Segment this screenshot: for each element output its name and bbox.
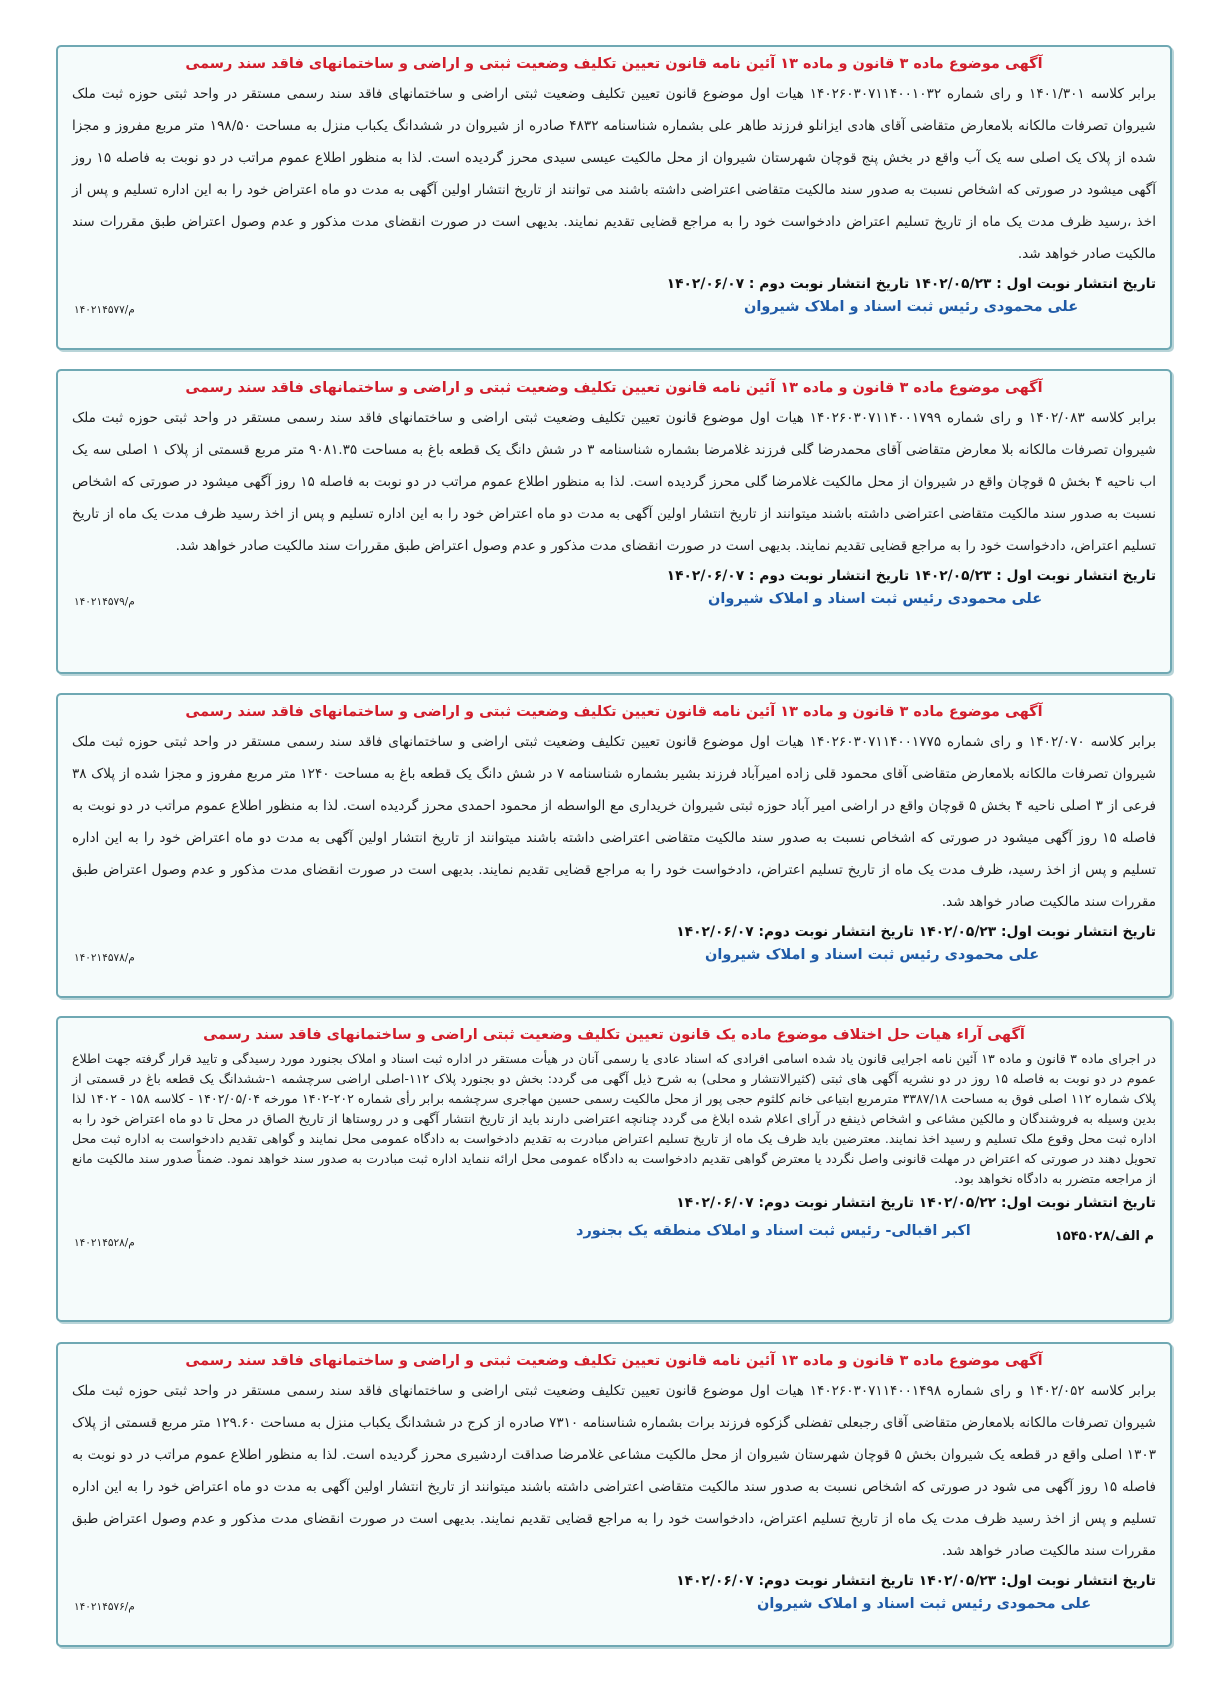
notice-footer <box>72 296 1156 324</box>
notice-code: ۱۴۰۲۱۴۵۷۷/م <box>74 304 135 316</box>
notice-publication-dates: تاریخ انتشار نوبت اول : ۱۴۰۲/۰۵/۲۳ تاریخ انتشار نوبت دوم : ۱۴۰۲/۰۶/۰۷ <box>666 276 1156 292</box>
notice-publication-dates: تاریخ انتشار نوبت اول : ۱۴۰۲/۰۵/۲۳ تاریخ انتشار نوبت دوم : ۱۴۰۲/۰۶/۰۷ <box>666 568 1156 584</box>
notice-2 <box>56 369 1172 674</box>
notice-3 <box>56 693 1172 998</box>
notice-body: برابر کلاسه ۱۴۰۲/۰۷۰ و رای شماره ۱۴۰۲۶۰۳۰۷۱۱۴۰۰۱۷۷۵ هیات اول موضوع قانون تعیین تکلیف وضعیت ثبتی اراضی و ساختمانهای فاقد سند رسمی مستقر در واحد ثبتی حوزه ثبت ملک شیروان تصرفات مالکانه بلامعارض متقاضی آقای محمود قلی زاده امیرآباد فرزند بشیر بشماره شناسنامه ۷ در شش دانگ یک قطعه باغ به مساحت ۱۲۴۰ متر مربع مفروز و مجزا شده از پلاک ۳۸ فرعی از ۳ اصلی ناحیه ۴ بخش ۵ قوچان واقع در اراضی امیر آباد حوزه ثبتی شیروان خریداری مع الواسطه از محمود احمدی محرز گردیده است. لذا به منظور اطلاع عموم مراتب در دو نوبت به فاصله ۱۵ روز آگهی میشود در صورتی که اشخاص نسبت به صدور سند مالکیت متقاضی اعتراضی داشته باشند میتوانند از تاریخ انتشار اولین آگهی به مدت دو ماه اعتراض خود را به این اداره تسلیم و پس از اخذ رسید، ظرف مدت یک ماه از تاریخ تسلیم اعتراض، دادخواست خود را به مراجع قضایی تقدیم نمایند. بدیهی است در صورت انقضای مدت مذکور و عدم وصول اعتراض طبق مقررات سند مالکیت صادر خواهد شد. <box>72 734 1156 910</box>
notice-title: آگهی موضوع ماده ۳ قانون و ماده ۱۳ آئین نامه قانون تعیین تکلیف وضعیت ثبتی و اراضی و ساختمانهای فاقد سند رسمی <box>185 1353 1043 1369</box>
notice-signer: علی محمودی رئیس ثبت اسناد و املاک شیروان <box>705 947 1040 963</box>
notice-body: برابر کلاسه ۱۴۰۲/۰۸۳ و رای شماره ۱۴۰۲۶۰۳۰۷۱۱۴۰۰۱۷۹۹ هیات اول موضوع قانون تعیین تکلیف وضعیت ثبتی اراضی و ساختمانهای فاقد سند رسمی مستقر در واحد ثبتی حوزه ثبت ملک شیروان تصرفات مالکانه بلا معارض متقاضی آقای محمدرضا گلی فرزند غلامرضا بشماره شناسنامه ۳ در شش دانگ یک قطعه باغ به مساحت ۹۰۸۱.۳۵ متر مربع قسمتی از پلاک ۱ اصلی سه یک اب ناحیه ۴ بخش ۵ قوچان واقع در شیروان از محل مالکیت غلامرضا گلی محرز گردیده است. لذا به منظور اطلاع عموم مراتب در دو نوبت به فاصله ۱۵ روز آگهی میشود در صورتی که اشخاص نسبت به صدور سند مالکیت متقاضی اعتراضی داشته باشند میتوانند از تاریخ انتشار اولین آگهی به مدت دو ماه اعتراض خود را به این اداره تسلیم و پس از اخذ رسید ظرف مدت یک ماه از تاریخ تسلیم اعتراض، دادخواست خود را به مراجع قضایی تقدیم نمایند. بدیهی است در صورت انقضای مدت مذکور و عدم وصول اعتراض طبق مقررات سند مالکیت صادر خواهد شد. <box>72 410 1157 554</box>
notice-1 <box>56 45 1172 350</box>
notice-title: آگهی آراء هیات حل اختلاف موضوع ماده یک قانون تعیین تکلیف وضعیت ثبتی اراضی و ساختمانهای فاقد سند رسمی <box>203 1027 1025 1043</box>
notice-publication-dates: تاریخ انتشار نوبت اول: ۱۴۰۲/۰۵/۲۳ تاریخ انتشار نوبت دوم: ۱۴۰۲/۰۶/۰۷ <box>676 924 1156 940</box>
notice-signer: علی محمودی رئیس ثبت اسناد و املاک شیروان <box>757 1596 1092 1612</box>
notice-body: برابر کلاسه ۱۴۰۱/۳۰۱ و رای شماره ۱۴۰۲۶۰۳۰۷۱۱۴۰۰۱۰۳۲ هیات اول موضوع قانون تعیین تکلیف وضعیت ثبتی اراضی و ساختمانهای فاقد سند رسمی مستقر در واحد ثبتی حوزه ثبت ملک شیروان تصرفات مالکانه بلامعارض متقاضی آقای هادی ایزانلو فرزند طاهر علی بشماره شناسنامه ۴۸۳۲ صادره از شیروان در ششدانگ یکباب منزل به مساحت ۱۹۸/۵۰ متر مربع مفروز و مجزا شده از پلاک یک اصلی سه یک آب واقع در بخش پنج قوچان شهرستان شیروان از محل مالکیت عیسی سیدی محرز گردیده است. لذا به منظور اطلاع عموم مراتب در دو نوبت به فاصله ۱۵ روز آگهی میشود در صورتی که اشخاص نسبت به صدور سند مالکیت متقاضی اعتراضی داشته باشند می توانند از تاریخ انتشار اولین آگهی به مدت دو ماه اعتراض خود را به این اداره تسلیم و پس از اخذ ،رسید ظرف مدت یک ماه از تاریخ تسلیم اعتراض دادخواست خود را به مراجع قضایی تقدیم نمایند. بدیهی است در صورت انقضای مدت مذکور و عدم وصول اعتراض طبق مقررات سند مالکیت صادر خواهد شد. <box>72 86 1156 262</box>
notice-4 <box>56 1016 1172 1322</box>
notice-title: آگهی موضوع ماده ۳ قانون و ماده ۱۳ آئین نامه قانون تعیین تکلیف وضعیت ثبتی و اراضی و ساختمانهای فاقد سند رسمی <box>185 704 1043 720</box>
notice-publication-dates: تاریخ انتشار نوبت اول: ۱۴۰۲/۰۵/۲۲ تاریخ انتشار نوبت دوم: ۱۴۰۲/۰۶/۰۷ <box>676 1195 1156 1211</box>
notice-footer <box>72 588 1156 616</box>
notice-5 <box>56 1342 1172 1647</box>
notice-reference: م الف/۱۵۴۵۰۲۸ <box>1054 1229 1154 1244</box>
notice-code: ۱۴۰۲۱۴۵۷۶/م <box>74 1601 135 1613</box>
notice-publication-dates: تاریخ انتشار نوبت اول: ۱۴۰۲/۰۵/۲۳ تاریخ انتشار نوبت دوم: ۱۴۰۲/۰۶/۰۷ <box>676 1573 1156 1589</box>
notice-code: ۱۴۰۲۱۴۵۲۸/م <box>74 1237 135 1249</box>
notice-code: ۱۴۰۲۱۴۵۷۸/م <box>74 952 135 964</box>
notice-footer <box>72 1215 1156 1259</box>
notice-signer: علی محمودی رئیس ثبت اسناد و املاک شیروان <box>744 299 1079 315</box>
notice-code: ۱۴۰۲۱۴۵۷۹/م <box>74 596 135 608</box>
notice-footer <box>72 944 1156 972</box>
notice-title: آگهی موضوع ماده ۳ قانون و ماده ۱۳ آئین نامه قانون تعیین تکلیف وضعیت ثبتی و اراضی و ساختمانهای فاقد سند رسمی <box>185 56 1043 72</box>
notice-title: آگهی موضوع ماده ۳ قانون و ماده ۱۳ آئین نامه قانون تعیین تکلیف وضعیت ثبتی و اراضی و ساختمانهای فاقد سند رسمی <box>185 380 1043 396</box>
notice-body: برابر کلاسه ۱۴۰۲/۰۵۲ و رای شماره ۱۴۰۲۶۰۳۰۷۱۱۴۰۰۱۴۹۸ هیات اول موضوع قانون تعیین تکلیف وضعیت ثبتی اراضی و ساختمانهای فاقد سند رسمی مستقر در واحد ثبتی حوزه ثبت ملک شیروان تصرفات مالکانه بلامعارض متقاضی آقای رجبعلی تفضلی گزکوه فرزند برات بشماره شناسنامه ۷۳۱۰ صادره از کرج در ششدانگ یکباب منزل به مساحت ۱۲۹.۶۰ متر مربع قسمتی از پلاک ۱۳۰۳ اصلی واقع در قطعه یک شیروان بخش ۵ قوچان شهرستان شیروان از محل مالکیت مشاعی غلامرضا صداقت اردشیری محرز گردیده است. لذا به منظور اطلاع عموم مراتب در دو نوبت به فاصله ۱۵ روز آگهی می شود در صورتی که اشخاص نسبت به صدور سند مالکیت متقاضی اعتراضی داشته باشند میتوانند از تاریخ انتشار اولین آگهی به مدت دو ماه اعتراض خود را به این اداره تسلیم و پس از اخذ رسید ظرف مدت یک ماه از تاریخ تسلیم اعتراض، دادخواست خود را به مراجع قضایی تقدیم نمایند. بدیهی است در صورت انقضای مدت مذکور و عدم وصول اعتراض طبق مقررات سند مالکیت صادر خواهد شد. <box>72 1383 1157 1559</box>
notice-body: در اجرای ماده ۳ قانون و ماده ۱۳ آئین نامه اجرایی قانون یاد شده اسامی افرادی که اسناد عادی یا رسمی آنان در هیأت مستقر در اداره ثبت اسناد و املاک بجنورد مورد رسیدگی و تایید قرار گرفته جهت اطلاع عموم در دو نوبت به فاصله ۱۵ روز در دو نشریه آگهی های ثبتی (کثیرالانتشار و محلی) به شرح ذیل آگهی می گردد: بخش دو بجنورد پلاک ۱۱۲-اصلی اراضی سرچشمه ۱-ششدانگ یک قطعه باغ در قسمتی از پلاک شماره ۱۱۲ اصلی فوق به مساحت ۳۳۸۷/۱۸ مترمربع ابتیاعی خانم کلثوم حجی پور از محل مالکیت رسمی حسین مهاجری سرچشمه برابر رأی شماره ۲۰۲-۱۴۰۲ مورخه ۱۴۰۲/۰۵/۰۴ - کلاسه ۱۵۸ - ۱۴۰۲ لذا بدین وسیله به فروشندگان و مالکین مشاعی و اشخاص ذینفع در آرای اعلام شده ابلاغ می گردد چنانچه اعتراضی دارند باید از تاریخ انتشار آگهی و در روستاها از تاریخ الصاق در محل تا دو ماه اعتراض خود را به اداره ثبت محل وقوع ملک تسلیم و رسید اخذ نمایند. معترضین باید ظرف یک ماه از تاریخ تسلیم اعتراض مبادرت به تقدیم دادخواست به دادگاه عمومی محل نمایند و گواهی تقدیم دادخواست به اداره ثبت محل تحویل دهند در صورتی که اعتراض در مهلت قانونی واصل نگردد یا معترض گواهی تقدیم دادخواست به دادگاه عمومی محل ارائه ننماید اداره ثبت مبادرت به صدور سند خواهد نمود. ضمناً صدور سند مالکیت مانع از مراجعه متضرر به دادگاه نخواهد بود. <box>72 1051 1157 1186</box>
notice-signer: علی محمودی رئیس ثبت اسناد و املاک شیروان <box>708 591 1043 607</box>
notice-footer <box>72 1593 1156 1621</box>
notice-signer: اکبر اقبالی- رئیس ثبت اسناد و املاک منطقه یک بجنورد <box>576 1223 971 1239</box>
